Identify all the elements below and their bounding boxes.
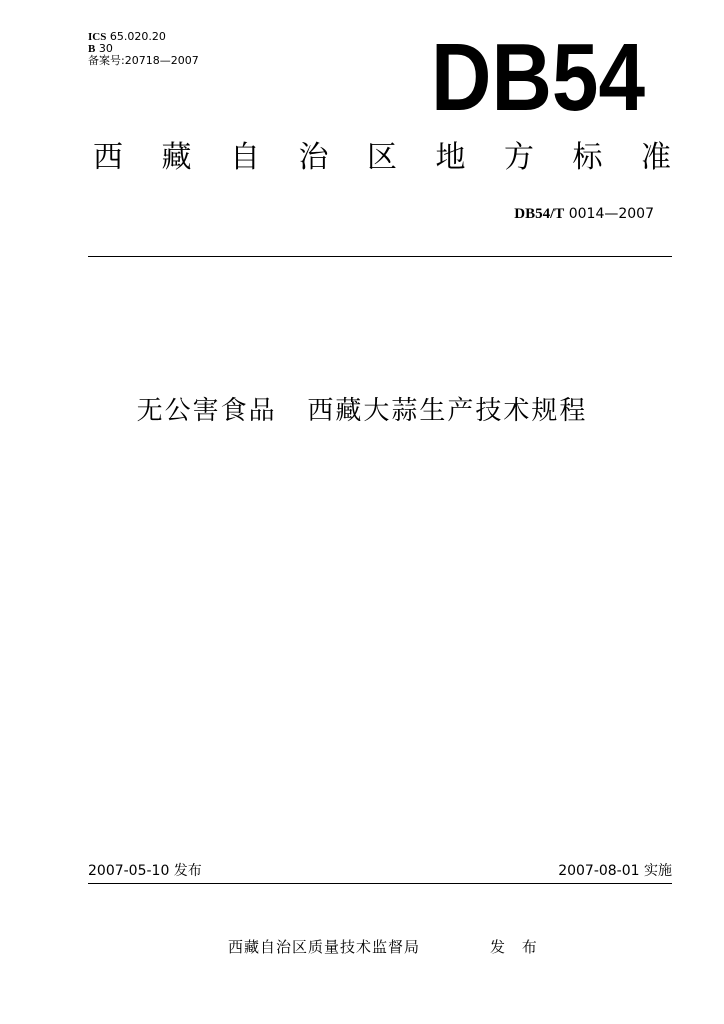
implementation-date: 2007-08-01 实施 bbox=[558, 863, 672, 879]
standard-type-heading bbox=[88, 136, 676, 180]
bottom-divider bbox=[88, 883, 672, 884]
standard-type-char: 藏 bbox=[161, 140, 192, 175]
ics-label: ICS bbox=[88, 31, 107, 43]
standard-type-char: 治 bbox=[298, 140, 329, 175]
standard-type-char: 区 bbox=[367, 140, 397, 175]
document-title: 无公害食品 西藏大蒜生产技术规程 bbox=[136, 396, 588, 426]
standard-type-char: 自 bbox=[230, 140, 260, 175]
record-number: 备案号:20718—2007 bbox=[88, 54, 199, 67]
standard-type-char: 地 bbox=[435, 140, 466, 175]
db54-logo bbox=[428, 24, 648, 131]
standard-number bbox=[514, 205, 654, 223]
logo-text: DB54 bbox=[431, 24, 645, 131]
standard-type-char: 标 bbox=[572, 140, 603, 175]
issuer-suffix: 发 布 bbox=[490, 938, 537, 956]
issue-date: 2007-05-10 发布 bbox=[88, 863, 202, 879]
standard-number-suffix: 0014—2007 bbox=[568, 206, 654, 222]
classification-letter: B bbox=[88, 43, 96, 55]
issuing-authority: 西藏自治区质量技术监督局 bbox=[228, 938, 421, 956]
standard-number-prefix: DB54/T bbox=[514, 206, 565, 222]
top-divider bbox=[88, 256, 672, 257]
ics-value: 65.020.20 bbox=[109, 30, 166, 43]
standard-type-char: 准 bbox=[641, 140, 671, 175]
standard-type-char: 西 bbox=[93, 140, 123, 175]
standard-type-char: 方 bbox=[504, 140, 534, 175]
classification-value: 30 bbox=[98, 42, 113, 55]
